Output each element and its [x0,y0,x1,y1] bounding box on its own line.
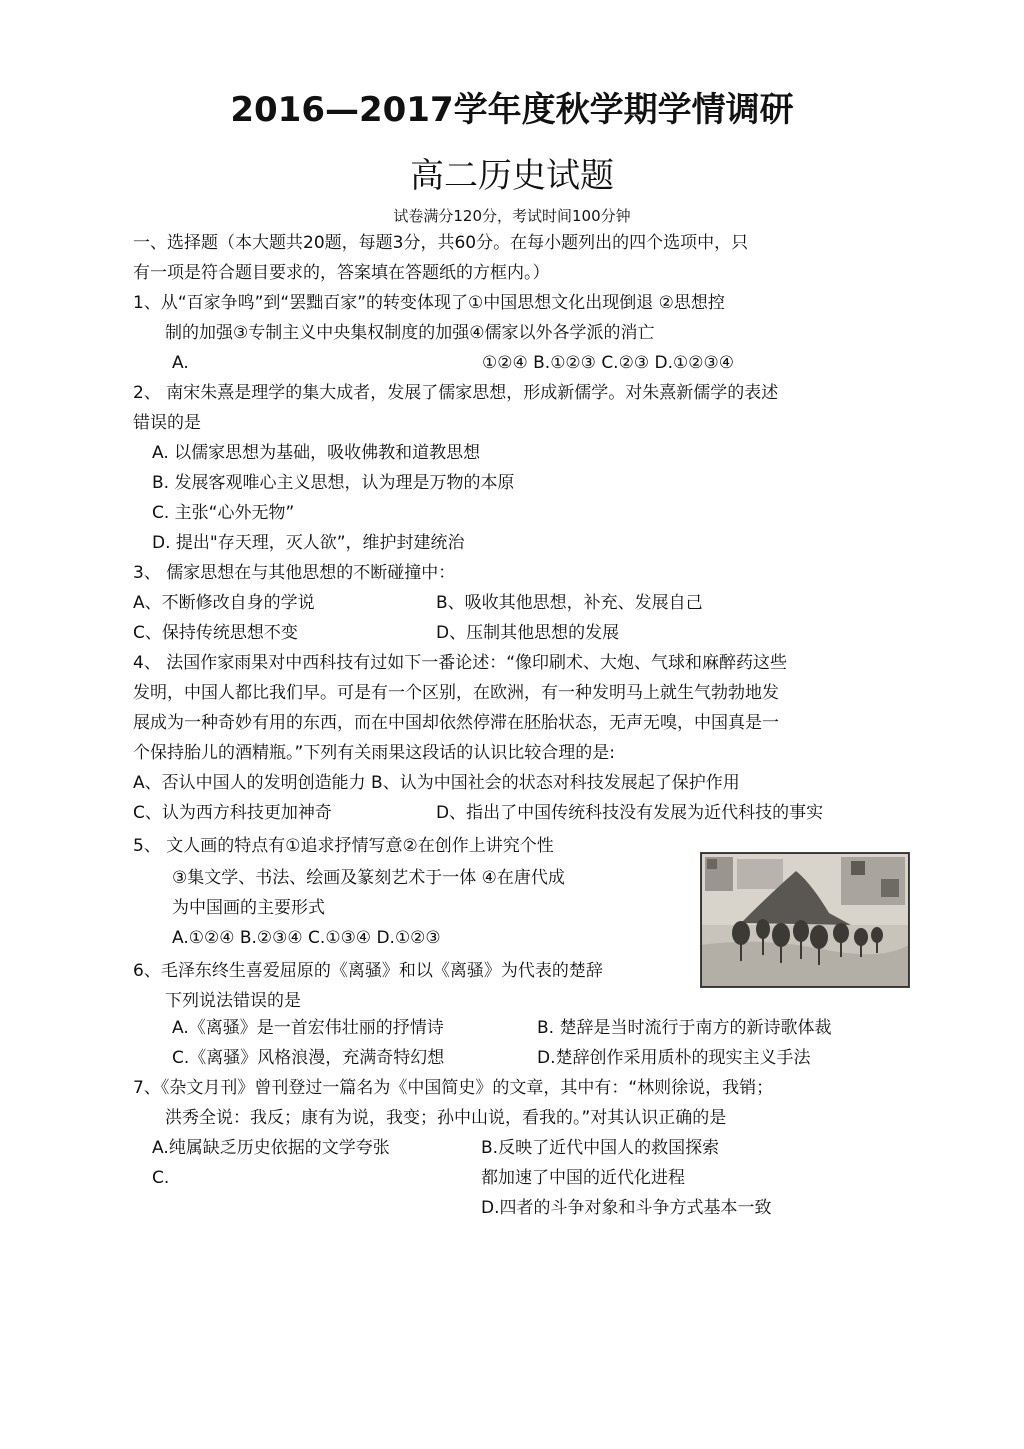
section-intro-line1: 一、选择题（本大题共20题，每题3分，共60分。在每小题列出的四个选项中，只 [133,233,749,253]
q1-stem-line1: 1、从“百家争鸣”到“罢黜百家”的转变体现了①中国思想文化出现倒退 ②思想控 [133,293,725,313]
q1-options: ①②④ B.①②③ C.②③ D.①②③④ [482,353,734,373]
q6-option-b: B. 楚辞是当时流行于南方的新诗歌体裁 [537,1018,832,1038]
q4-option-ab: A、否认中国人的发明创造能力 B、认为中国社会的状态对科技发展起了保护作用 [133,773,740,793]
landscape-painting-illustration [701,853,909,987]
q7-option-d: D.四者的斗争对象和斗争方式基本一致 [481,1198,772,1218]
q6-stem-line2: 下列说法错误的是 [165,991,301,1011]
q4-stem-line4: 个保持胎儿的酒精瓶。”下列有关雨果这段话的认识比较合理的是: [133,743,616,763]
q6-option-a: A.《离骚》是一首宏伟壮丽的抒情诗 [172,1018,444,1038]
q7-stem-line1: 7、《杂文月刊》曾刊登过一篇名为《中国简史》的文章，其中有：“林则徐说，我销； [133,1078,774,1098]
q3-stem: 3、 儒家思想在与其他思想的不断碰撞中： [133,563,456,583]
q5-options: A.①②④ B.②③④ C.①③④ D.①②③ [172,928,441,948]
exam-info: 试卷满分120分，考试时间100分钟 [393,207,631,225]
q5-stem-line1: 5、 文人画的特点有①追求抒情写意②在创作上讲究个性 [133,836,554,856]
q2-stem-line2: 错误的是 [133,413,201,433]
q7-option-c-text: 都加速了中国的近代化进程 [481,1168,685,1188]
q3-option-c: C、保持传统思想不变 [133,623,298,643]
q2-option-d: D. 提出"存天理，灭人欲”，维护封建统治 [152,533,465,553]
q7-stem-line2: 洪秀全说：我反；康有为说，我变；孙中山说，看我的。”对其认识正确的是 [165,1108,727,1128]
q4-option-c: C、认为西方科技更加神奇 [133,803,332,823]
page-title: 2016—2017学年度秋学期学情调研 [230,90,794,130]
q3-option-a: A、不断修改自身的学说 [133,593,315,613]
q7-option-c: C. [152,1168,170,1188]
q1-option-a: A. [172,353,189,373]
q3-option-b: B、吸收其他思想，补充、发展自己 [436,593,703,613]
q6-stem-line1: 6、毛泽东终生喜爱屈原的《离骚》和以《离骚》为代表的楚辞 [133,961,603,981]
q4-stem-line2: 发明，中国人都比我们早。可是有一个区别，在欧洲，有一种发明马上就生气勃勃地发 [133,683,779,703]
q6-option-c: C.《离骚》风格浪漫，充满奇特幻想 [172,1048,445,1068]
q6-option-d: D.楚辞创作采用质朴的现实主义手法 [537,1048,811,1068]
q2-option-c: C. 主张“心外无物” [152,503,295,523]
q5-stem-line3: 为中国画的主要形式 [172,898,325,918]
q5-stem-line2: ③集文学、书法、绘画及篆刻艺术于一体 ④在唐代成 [172,868,565,888]
page-subtitle: 高二历史试题 [410,156,614,196]
q7-option-b: B.反映了近代中国人的救国探索 [481,1138,720,1158]
literati-painting-image [700,852,910,988]
q4-stem-line3: 展成为一种奇妙有用的东西，而在中国却依然停滞在胚胎状态，无声无嗅，中国真是一 [133,713,779,733]
q1-stem-line2: 制的加强③专制主义中央集权制度的加强④儒家以外各学派的消亡 [165,323,655,343]
q3-option-d: D、压制其他思想的发展 [436,623,620,643]
q4-stem-line1: 4、 法国作家雨果对中西科技有过如下一番论述：“像印刷术、大炮、气球和麻醉药这些 [133,653,788,673]
section-intro-line2: 有一项是符合题目要求的，答案填在答题纸的方框内。） [133,263,550,283]
q7-option-a: A.纯属缺乏历史依据的文学夸张 [152,1138,390,1158]
q2-option-b: B. 发展客观唯心主义思想，认为理是万物的本原 [152,473,515,493]
q2-option-a: A. 以儒家思想为基础，吸收佛教和道教思想 [152,443,481,463]
q4-option-d: D、指出了中国传统科技没有发展为近代科技的事实 [436,803,824,823]
q2-stem-line1: 2、 南宋朱熹是理学的集大成者，发展了儒家思想，形成新儒学。对朱熹新儒学的表述 [133,383,779,403]
